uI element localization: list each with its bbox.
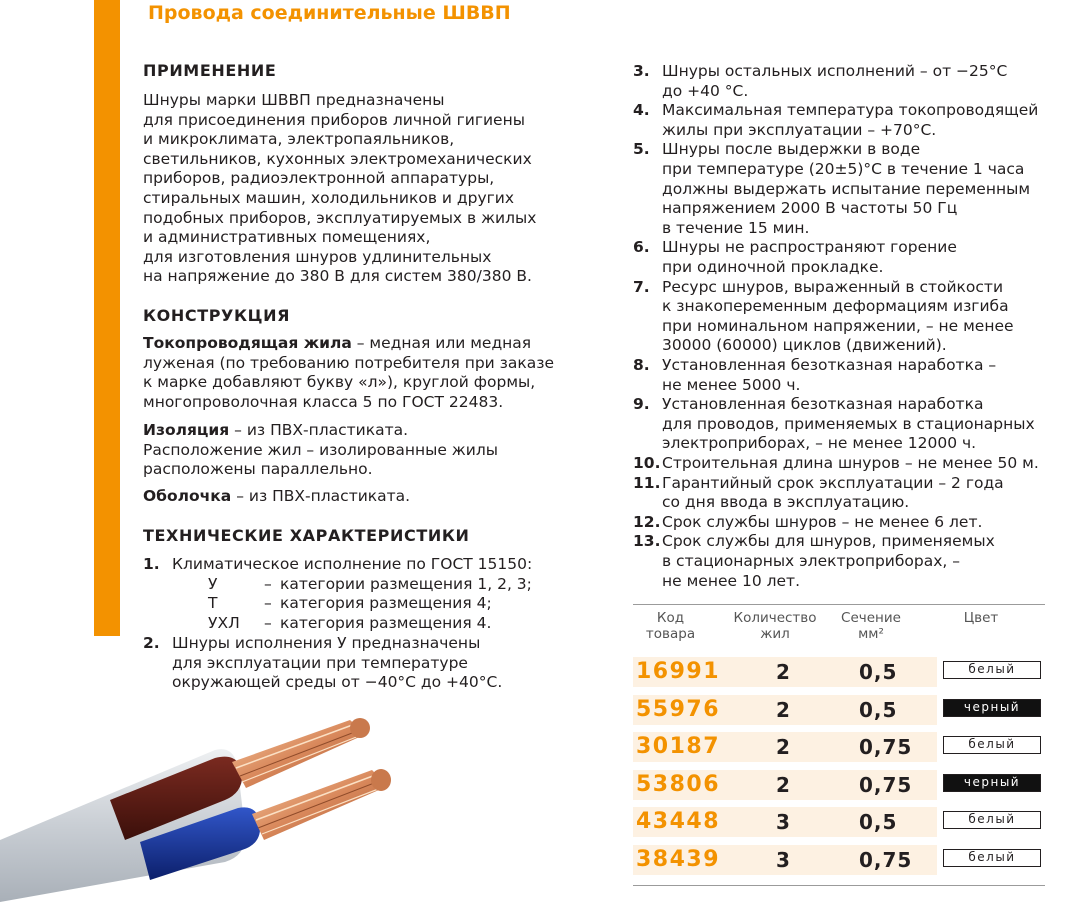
- text-line: на напряжение до 380 В для систем 380/380 В.: [143, 267, 532, 286]
- text-line: со дня ввода в эксплуатацию.: [662, 493, 910, 512]
- text-line: электроприборах, – не менее 12000 ч.: [662, 434, 977, 453]
- item-number: 13.: [633, 532, 661, 551]
- text-line: Установленная безотказная наработка: [662, 395, 984, 414]
- item-number: 4.: [633, 101, 650, 120]
- table-row: [633, 657, 1045, 687]
- text-line: Строительная длина шнуров – не менее 50 м.: [662, 454, 1039, 472]
- text-line: к марке добавляют букву «л»), круглой формы,: [143, 373, 536, 392]
- spec-item: [633, 454, 1078, 474]
- spec-item-1: [143, 555, 583, 635]
- climate-desc: категории размещения 1, 2, 3;: [280, 574, 532, 593]
- climate-row: [172, 575, 532, 595]
- cross-section: 0,5: [859, 660, 898, 684]
- text-line: Срок службы для шнуров, применяемых: [662, 532, 995, 551]
- climate-code: УХЛ: [208, 613, 240, 632]
- spec-item: [633, 474, 1078, 513]
- cross-section: 0,75: [859, 735, 913, 760]
- item-number: 9.: [633, 395, 650, 414]
- item-number: 1.: [143, 555, 160, 573]
- dash: –: [264, 613, 272, 632]
- cross-section: 0,75: [859, 848, 913, 872]
- climate-row: [172, 594, 532, 614]
- header-code: [633, 610, 708, 642]
- text-line: Шнуры остальных исполнений – от −25°С: [662, 62, 1008, 80]
- core-count: 3: [776, 848, 790, 872]
- text-line: для эксплуатации при температуре: [172, 653, 468, 672]
- item-number: 11.: [633, 473, 661, 492]
- text-line: при одиночной прокладке.: [662, 257, 884, 276]
- product-table: [633, 604, 1045, 886]
- conductor-label: Токопроводящая жила: [143, 334, 352, 352]
- product-code: 38439: [636, 847, 721, 872]
- spec-item: [633, 395, 1078, 454]
- text-line: Расположение жил – изолированные жилы: [143, 440, 498, 459]
- text-line: для проводов, применяемых в стационарных: [662, 414, 1035, 433]
- dash: –: [264, 574, 272, 593]
- text-line: 30000 (60000) циклов (движений).: [662, 336, 947, 355]
- dash: –: [264, 594, 272, 613]
- header-text: жил: [760, 626, 790, 642]
- color-swatch: черный: [943, 699, 1041, 717]
- table-top-rule: [633, 604, 1045, 605]
- header-text: Сечение: [841, 610, 901, 626]
- table-row: [633, 695, 1045, 725]
- spec-item: [633, 356, 1078, 395]
- text-line: Шнуры марки ШВВП предназначены: [143, 91, 445, 109]
- text-line: для присоединения приборов личной гигиены: [143, 110, 525, 129]
- product-code: 30187: [636, 734, 721, 760]
- text-line: и микроклимата, электропаяльников,: [143, 130, 455, 149]
- core-count: 2: [776, 660, 790, 684]
- spec-item: [633, 278, 1078, 356]
- core-count: 2: [776, 772, 790, 797]
- cable-illustration: [0, 690, 420, 902]
- text-line: стиральных машин, холодильников и других: [143, 188, 515, 207]
- sheath-text: [143, 487, 410, 507]
- text-line: – из ПВХ-пластиката.: [231, 487, 411, 505]
- text-line: Срок службы шнуров – не менее 6 лет.: [662, 512, 983, 531]
- specs-heading: ТЕХНИЧЕСКИЕ ХАРАКТЕРИСТИКИ: [143, 526, 470, 545]
- header-section: [833, 610, 909, 642]
- climate-code: У: [208, 574, 218, 593]
- text-line: к знакопеременным деформациям изгиба: [662, 297, 1009, 316]
- text-line: – из ПВХ-пластиката.: [229, 421, 409, 439]
- core-count: 2: [776, 697, 790, 722]
- text-line: при номинальном напряжении, – не менее: [662, 316, 1014, 335]
- text-line: светильников, кухонных электромеханических: [143, 149, 532, 168]
- spec-item-2: [143, 634, 583, 694]
- header-color: [951, 610, 1011, 626]
- text-line: Ресурс шнуров, выраженный в стойкости: [662, 277, 1004, 296]
- table-row: [633, 732, 1045, 762]
- product-code: 43448: [636, 809, 721, 835]
- table-row: [633, 807, 1045, 837]
- spec-item: [633, 62, 1078, 101]
- cross-section: 0,75: [859, 772, 913, 797]
- text-line: Климатическое исполнение по ГОСТ 15150:: [172, 555, 533, 573]
- text-line: луженая (по требованию потребителя при заказе: [143, 353, 555, 372]
- color-swatch: белый: [943, 736, 1041, 754]
- item-number: 7.: [633, 277, 650, 296]
- table-row: [633, 770, 1045, 800]
- item-number: 3.: [633, 62, 650, 80]
- insulation-text: [143, 421, 498, 480]
- application-heading: ПРИМЕНЕНИЕ: [143, 61, 277, 80]
- header-text: товара: [645, 626, 696, 642]
- spec-item: [633, 140, 1078, 238]
- text-line: Шнуры не распространяют горение: [662, 238, 957, 257]
- core-count: 3: [776, 810, 790, 835]
- text-line: и административных помещениях,: [143, 228, 431, 247]
- sheath-label: Оболочка: [143, 487, 232, 505]
- copper-strands-top: [232, 718, 370, 788]
- item-number: 8.: [633, 356, 650, 374]
- text-line: не менее 10 лет.: [662, 571, 801, 590]
- text-line: при температуре (20±5)°С в течение 1 часа: [662, 159, 1025, 178]
- text-line: подобных приборов, эксплуатируемых в жилых: [143, 208, 537, 227]
- text-line: Гарантийный срок эксплуатации – 2 года: [662, 473, 1004, 492]
- text-line: напряжением 2000 В частоты 50 Гц: [662, 199, 958, 218]
- climate-row: [172, 614, 532, 634]
- text-line: в стационарных электроприборах, –: [662, 551, 961, 570]
- page-title: Провода соединительные ШВВП: [148, 2, 511, 24]
- climate-desc: категория размещения 4;: [280, 594, 492, 613]
- color-swatch: белый: [943, 661, 1041, 679]
- orange-accent-bar: [94, 0, 120, 636]
- core-count: 2: [776, 735, 790, 760]
- item-number: 12.: [633, 512, 661, 531]
- text-line: многопроволочная класса 5 по ГОСТ 22483.: [143, 392, 504, 411]
- text-line: до +40 °С.: [662, 81, 749, 100]
- table-bottom-rule: [633, 885, 1045, 886]
- item-number: 5.: [633, 140, 650, 159]
- insulation-label: Изоляция: [143, 421, 230, 439]
- header-text: Код: [656, 610, 685, 626]
- color-swatch: черный: [943, 774, 1041, 792]
- item-number: 6.: [633, 238, 650, 257]
- text-line: расположены параллельно.: [143, 460, 373, 479]
- item-number: 10.: [633, 454, 661, 472]
- text-line: Установленная безотказная наработка –: [662, 356, 997, 374]
- construction-heading: КОНСТРУКЦИЯ: [143, 306, 291, 325]
- text-line: – медная или медная: [351, 334, 532, 352]
- color-swatch: белый: [943, 811, 1041, 829]
- cross-section: 0,5: [859, 697, 898, 722]
- copper-strands-bottom: [252, 769, 391, 840]
- color-swatch: белый: [943, 849, 1041, 867]
- climate-desc: категория размещения 4.: [280, 613, 492, 632]
- text-line: Максимальная температура токопроводящей: [662, 101, 1039, 120]
- climate-code: Т: [208, 594, 218, 613]
- product-code: 16991: [636, 659, 721, 684]
- item-number: 2.: [143, 634, 160, 652]
- product-code: 55976: [636, 696, 721, 722]
- spec-item: [633, 238, 1078, 277]
- text-line: должны выдержать испытание переменным: [662, 179, 1031, 198]
- header-text: Цвет: [963, 610, 999, 626]
- header-text: Количество: [733, 610, 817, 626]
- text-line: не менее 5000 ч.: [662, 375, 801, 394]
- text-line: Шнуры исполнения У предназначены: [172, 634, 481, 652]
- header-cores: [725, 610, 825, 642]
- spec-item: [633, 101, 1078, 140]
- text-line: окружающей среды от −40°С до +40°С.: [172, 673, 503, 692]
- application-text: [143, 91, 536, 287]
- text-line: в течение 15 мин.: [662, 218, 810, 237]
- text-line: приборов, радиоэлектронной аппаратуры,: [143, 169, 495, 188]
- text-line: Шнуры после выдержки в воде: [662, 140, 921, 159]
- spec-item: [633, 532, 1078, 591]
- header-text: мм²: [858, 626, 884, 642]
- text-line: жилы при эксплуатации – +70°С.: [662, 120, 937, 139]
- table-row: [633, 845, 1045, 875]
- conductor-text: [143, 334, 554, 412]
- spec-item: [633, 513, 1078, 533]
- product-code: 53806: [636, 771, 721, 797]
- text-line: для изготовления шнуров удлинительных: [143, 247, 492, 266]
- cross-section: 0,5: [859, 810, 898, 835]
